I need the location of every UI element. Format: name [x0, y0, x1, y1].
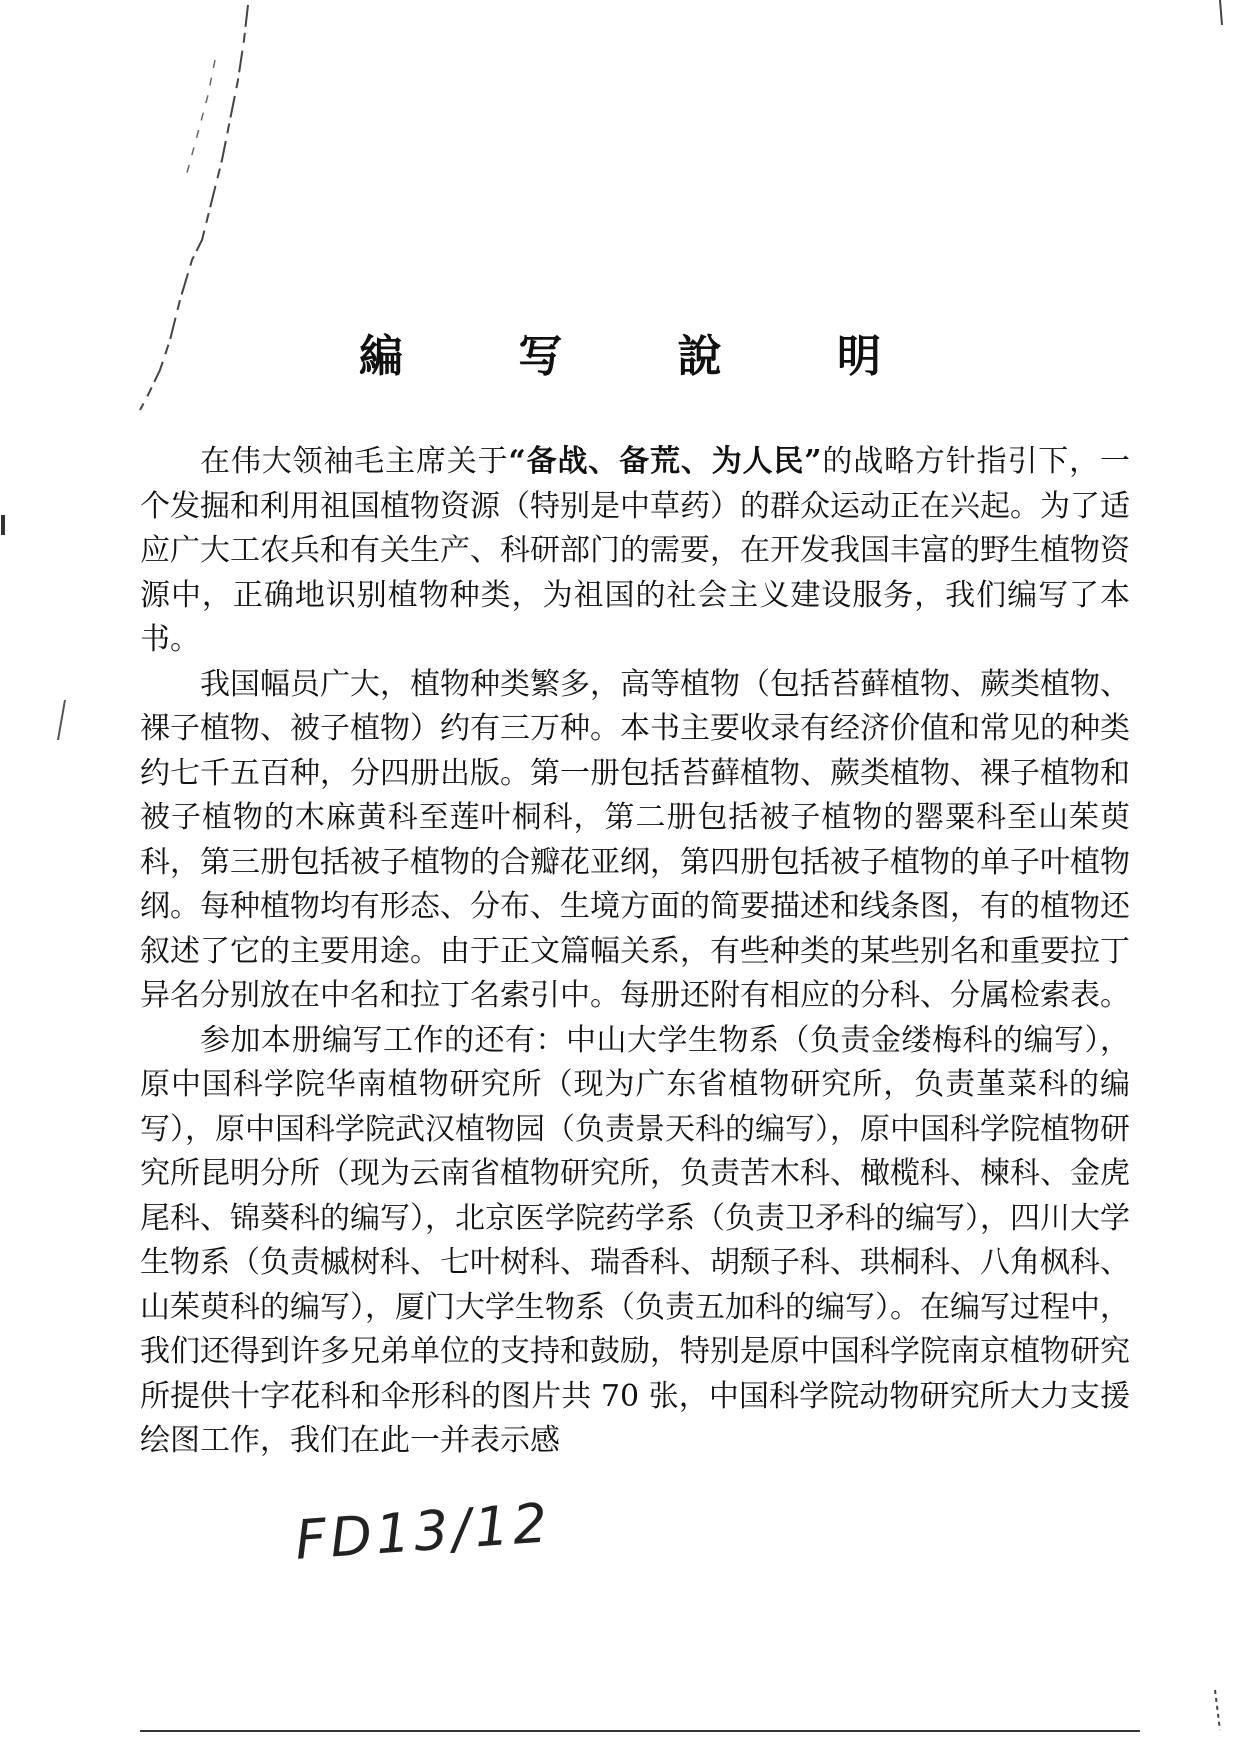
slogan-emphasis: “备战、备荒、为人民” [508, 444, 822, 479]
paragraph-2: 我国幅员广大，植物种类繁多，高等植物（包括苔藓植物、蕨类植物、裸子植物、被子植物）约有三万种。本书主要收录有经济价值和常见的种类约七千五百种，分四册出版。第一册包括苔藓植物、蕨类植物、裸子植物和被子植物的木麻黄科至莲叶桐科，第二册包括被子植物的罂粟科至山茱萸科，第三册包括被子植物的合瓣花亚纲，第四册包括被子植物的单子叶植物纲。每种植物均有形态、分布、生境方面的简要描述和线条图，有的植物还叙述了它的主要用途。由于正文篇幅关系，有些种类的某些别名和重要拉丁异名分别放在中名和拉丁名索引中。每册还附有相应的分科、分属检索表。 [140, 666, 1130, 1013]
page-title: 編 写 說 明 [359, 331, 931, 382]
paragraph-1-rest: 的战略方针指引下，一个发掘和利用祖国植物资源（特别是中草药）的群众运动正在兴起。为了适应广大工农兵和有关生产、科研部门的需要，在开发我国丰富的野生植物资源中，正确地识别植物种类，为祖国的社会主义建设服务，我们编写了本书。 [140, 444, 1131, 657]
bottom-divider [140, 1730, 1140, 1732]
handwritten-catalog-note: FD13/12 [293, 1491, 554, 1572]
paragraph-1 [140, 440, 1130, 663]
document-body [140, 440, 1130, 1464]
paragraph-1-intro: 在伟大领袖毛主席关于 [200, 444, 509, 479]
paragraph-3: 参加本册编写工作的还有：中山大学生物系（负责金缕梅科的编写），原中国科学院华南植物研究所（现为广东省植物研究所，负责堇菜科的编写），原中国科学院武汉植物园（负责景天科的编写），原中国科学院植物研究所昆明分所（现为云南省植物研究所，负责苦木科、橄榄科、楝科、金虎尾科、锦葵科的编写），北京医学院药学系（负责卫矛科的编写），四川大学生物系（负责槭树科、七叶树科、瑞香科、胡颓子科、珙桐科、八角枫科、山茱萸科的编写），厦门大学生物系（负责五加科的编写）。在编写过程中，我们还得到许多兄弟单位的支持和鼓励，特别是原中国科学院南京植物研究所提供十字花科和伞形科的图片共 70 张，中国科学院动物研究所大力支援绘图工作，我们在此一并表示感 [140, 1022, 1130, 1458]
